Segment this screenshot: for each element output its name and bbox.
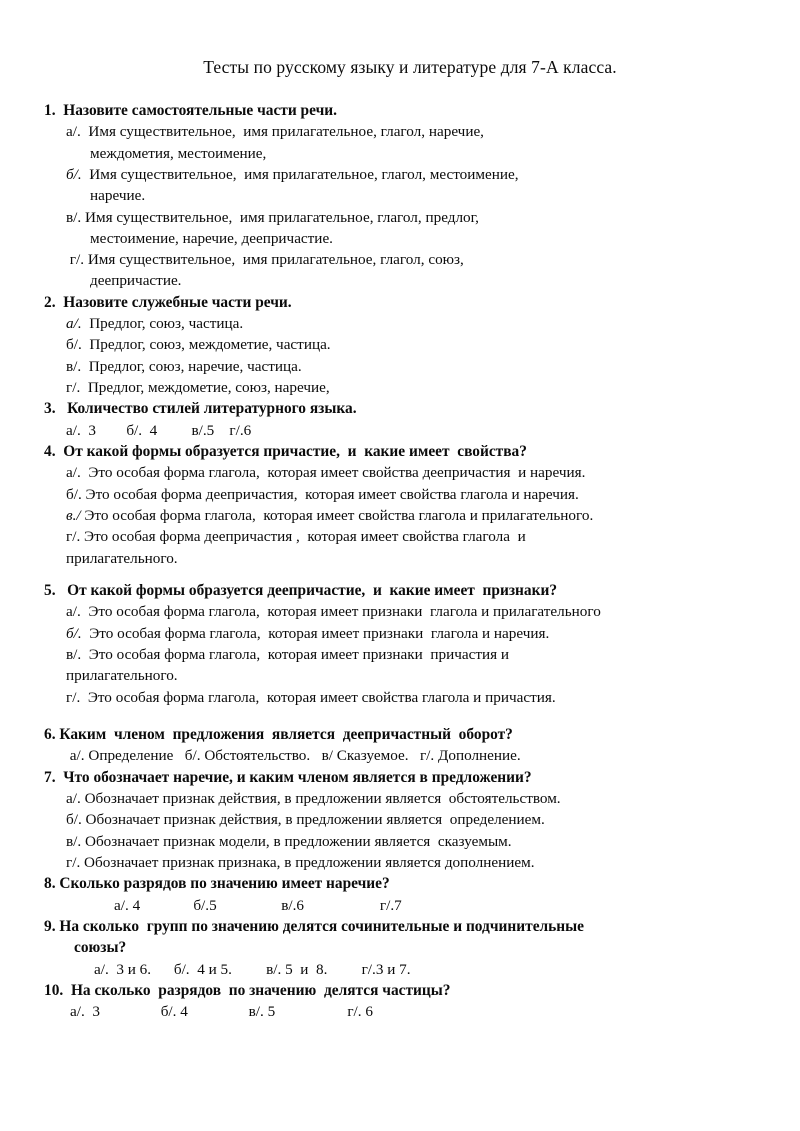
option-text-continued: междометия, местоимение, <box>90 144 267 162</box>
option-marker: б/. <box>66 336 82 354</box>
option-marker: а/. <box>69 747 85 765</box>
option-text-continued: местоимение, наречие, деепричастие. <box>90 229 333 247</box>
option-marker: а/. <box>66 603 81 621</box>
option-text-continued: прилагательного. <box>66 549 178 567</box>
question-6 <box>44 724 756 767</box>
option-text-continued: деепричастие. <box>90 272 182 290</box>
question-2-option-g[interactable] <box>44 377 756 398</box>
question-7-prompt: Что обозначает наречие, и каким членом является в предложении? <box>63 768 532 786</box>
option-text: 4 <box>180 1003 188 1021</box>
question-4-heading <box>44 441 756 462</box>
option-marker: г/. <box>66 528 81 546</box>
option-text: Это особая форма глагола, которая имеет признаки глагола и прилагательного <box>88 603 601 621</box>
option-marker: в/. <box>266 960 282 978</box>
question-4-prompt: От какой формы образуется причастие, и какие имеет свойства? <box>63 443 527 461</box>
option-marker: а/. <box>94 960 109 978</box>
page-title: Тесты по русскому языку и литературе для 7-А класса. <box>203 57 617 77</box>
question-6-options-row[interactable] <box>44 745 756 766</box>
option-text: Это особая форма глагола, которая имеет свойства глагола и прилагательного. <box>84 507 594 525</box>
question-9-prompt-line2: союзы? <box>74 939 127 957</box>
option-marker: в/. <box>66 357 82 375</box>
question-5-option-g[interactable] <box>44 687 756 708</box>
question-8-prompt: Сколько разрядов по значению имеет наречие? <box>59 875 390 893</box>
option-text: Это особая форма глагола, которая имеет признаки причастия и <box>88 645 510 663</box>
question-3-heading <box>44 398 756 419</box>
question-4-option-a[interactable] <box>44 462 756 483</box>
option-marker: г/. <box>66 853 81 871</box>
question-9-prompt-line2-wrap <box>44 937 756 958</box>
question-3-options-row[interactable] <box>44 420 756 441</box>
spacer <box>44 569 756 580</box>
option-text: Определение <box>88 747 174 765</box>
option-marker: б/. <box>184 747 201 765</box>
option-text: Обозначает признак действия, в предложении является обстоятельством. <box>84 789 561 807</box>
option-marker: а/. <box>66 789 81 807</box>
question-3-prompt: Количество стилей литературного языка. <box>67 400 357 418</box>
question-2-option-a[interactable] <box>44 313 756 334</box>
option-text: 5 <box>206 421 215 439</box>
option-text-continued: прилагательного. <box>66 667 178 685</box>
question-4-number: 4. <box>44 443 56 461</box>
option-marker: б/. <box>193 896 210 914</box>
option-marker: б/. <box>66 811 82 829</box>
question-8-number: 8. <box>44 875 56 893</box>
question-9-prompt-line1: На сколько групп по значению делятся сочинительные и подчинительные <box>59 917 585 935</box>
option-marker: а/. <box>66 464 81 482</box>
question-8-options-row[interactable] <box>44 895 756 916</box>
option-marker: г/. <box>229 421 244 439</box>
option-marker: в/. <box>248 1003 264 1021</box>
question-5-heading <box>44 580 756 601</box>
option-marker: г/. <box>379 896 395 914</box>
question-4 <box>44 441 756 569</box>
question-1-option-a-cont <box>44 143 756 164</box>
option-marker: б/. <box>160 1003 177 1021</box>
option-marker: г/. <box>66 379 81 397</box>
option-text: Это особая форма деепричастия, которая имеет свойства глагола и наречия. <box>85 485 579 503</box>
option-text: Обозначает признак действия, в предложении является определением. <box>85 811 545 829</box>
question-8 <box>44 873 756 916</box>
option-text: Обстоятельство. <box>204 747 311 765</box>
question-8-heading <box>44 873 756 894</box>
option-text: Имя существительное, имя прилагательное, глагол, местоимение, <box>89 166 519 183</box>
option-marker: а/. <box>66 123 81 141</box>
option-text: 5 и 8. <box>285 960 328 978</box>
question-10-number: 10. <box>44 981 64 999</box>
option-text: 6 <box>243 421 252 439</box>
option-marker: г/. <box>66 688 81 706</box>
question-9 <box>44 916 756 980</box>
option-text: Это особая форма деепричастия , которая имеет свойства глагола и <box>84 528 526 546</box>
option-text: Предлог, союз, частица. <box>89 315 244 333</box>
option-text: Предлог, союз, междометие, частица. <box>89 336 331 354</box>
question-1-option-g-cont <box>44 270 756 291</box>
question-2 <box>44 292 756 399</box>
question-9-heading <box>44 916 756 937</box>
question-1-option-g[interactable] <box>44 249 756 270</box>
option-text: Имя существительное, имя прилагательное, глагол, наречие, <box>88 123 484 141</box>
question-5-option-b[interactable] <box>44 623 756 644</box>
question-2-heading <box>44 292 756 313</box>
question-5-option-v[interactable] <box>44 644 756 665</box>
option-text: Сказуемое. <box>336 747 409 765</box>
option-text: 5 <box>267 1003 276 1021</box>
option-marker: в/. <box>66 645 82 663</box>
question-5-option-a[interactable] <box>44 601 756 622</box>
option-text: Дополнение. <box>437 747 521 765</box>
question-10-heading <box>44 980 756 1001</box>
question-2-number: 2. <box>44 293 56 311</box>
option-text: Имя существительное, имя прилагательное, глагол, союз, <box>87 251 464 269</box>
question-5-prompt: От какой формы образуется деепричастие, и какие имеет признаки? <box>67 581 558 599</box>
question-7-number: 7. <box>44 768 56 786</box>
question-6-prompt: Каким членом предложения является деепричастный оборот? <box>59 725 513 743</box>
option-marker: а/. <box>70 1003 85 1021</box>
option-text: Предлог, союз, наречие, частица. <box>88 357 302 375</box>
option-text: Это особая форма глагола, которая имеет свойства деепричастия и наречия. <box>88 464 586 482</box>
option-text: 3 <box>92 1003 100 1021</box>
question-1-option-v[interactable] <box>44 207 756 228</box>
option-marker: а/. <box>66 421 81 439</box>
option-marker: в/ <box>321 747 333 765</box>
question-5-number: 5. <box>44 581 56 599</box>
question-2-prompt: Назовите служебные части речи. <box>63 293 292 311</box>
option-text: 4 <box>132 896 141 914</box>
spacer <box>44 708 756 724</box>
option-text: 3 и 7. <box>375 960 411 978</box>
question-1-option-b-cont <box>44 185 756 206</box>
question-4-option-v[interactable] <box>44 505 756 526</box>
option-marker: в/. <box>191 421 207 439</box>
question-7 <box>44 767 756 874</box>
option-text: 7 <box>394 896 402 914</box>
question-3-number: 3. <box>44 400 56 418</box>
question-4-option-g[interactable] <box>44 526 756 547</box>
question-1-option-a[interactable] <box>44 121 756 142</box>
option-text: Имя существительное, имя прилагательное, глагол, предлог, <box>84 208 479 226</box>
question-2-option-b[interactable] <box>44 334 756 355</box>
question-7-option-b[interactable] <box>44 809 756 830</box>
option-marker: б/. <box>66 485 82 503</box>
option-marker: в./ <box>66 507 81 525</box>
question-10 <box>44 980 756 1023</box>
option-marker: б/. <box>66 166 82 183</box>
option-text: 5 <box>209 896 217 914</box>
option-marker: в/. <box>66 832 82 850</box>
option-text-continued: наречие. <box>90 187 146 205</box>
option-text: Это особая форма глагола, которая имеет свойства глагола и причастия. <box>87 688 556 706</box>
option-marker: а/. <box>66 315 82 333</box>
question-7-option-v[interactable] <box>44 831 756 852</box>
question-1-heading <box>44 100 756 121</box>
option-text: Это особая форма глагола, которая имеет признаки глагола и наречия. <box>89 624 550 642</box>
question-6-number: 6. <box>44 725 56 743</box>
question-4-option-g-cont <box>44 548 756 569</box>
option-marker: г/. <box>419 747 435 765</box>
option-text: 3 <box>88 421 96 439</box>
option-marker: б/. <box>126 421 143 439</box>
question-9-options-row[interactable] <box>44 959 756 980</box>
option-marker: г/. <box>361 960 376 978</box>
option-marker: в/. <box>66 208 82 226</box>
question-3 <box>44 398 756 441</box>
option-text: 4 и 5. <box>197 960 232 978</box>
option-marker: а/. <box>114 896 129 914</box>
question-9-number: 9. <box>44 917 56 935</box>
option-text: Обозначает признак признака, в предложении является дополнением. <box>84 853 535 871</box>
option-marker: в/. <box>281 896 297 914</box>
question-7-heading <box>44 767 756 788</box>
option-text: 6 <box>296 896 304 914</box>
question-1-number: 1. <box>44 102 56 119</box>
question-5 <box>44 580 756 708</box>
question-1-prompt: Назовите самостоятельные части речи. <box>63 102 337 119</box>
option-marker: г/. <box>347 1003 362 1021</box>
question-2-option-v[interactable] <box>44 356 756 377</box>
question-4-option-b[interactable] <box>44 484 756 505</box>
option-text: 3 и 6. <box>116 960 152 978</box>
option-marker: б/. <box>66 624 82 642</box>
option-marker: г/. <box>69 251 85 269</box>
option-text: 6 <box>365 1003 373 1021</box>
option-text: 4 <box>149 421 158 439</box>
question-5-option-v-cont <box>44 665 756 686</box>
question-1-option-b[interactable] <box>44 164 756 185</box>
question-1 <box>44 100 756 292</box>
option-marker: б/. <box>173 960 190 978</box>
option-text: Предлог, междометие, союз, наречие, <box>87 379 330 397</box>
question-6-heading <box>44 724 756 745</box>
question-10-options-row[interactable] <box>44 1001 756 1022</box>
question-7-option-g[interactable] <box>44 852 756 873</box>
question-7-option-a[interactable] <box>44 788 756 809</box>
question-10-prompt: На сколько разрядов по значению делятся частицы? <box>70 981 451 999</box>
question-1-option-v-cont <box>44 228 756 249</box>
option-text: Обозначает признак модели, в предложении является сказуемым. <box>84 832 512 850</box>
